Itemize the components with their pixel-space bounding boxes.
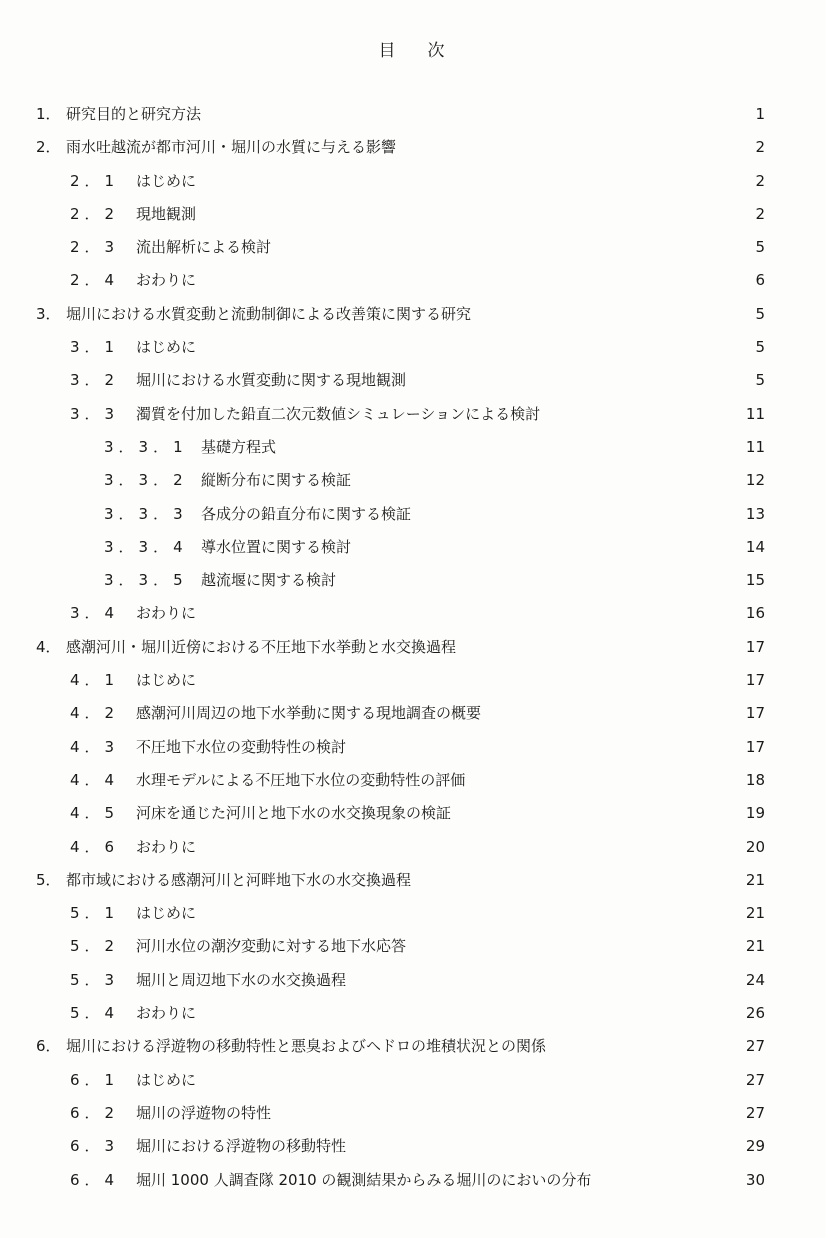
- toc-entry: [0, 533, 825, 566]
- toc-entry-number: 6．: [36, 1037, 61, 1056]
- toc-entry-title: 水理モデルによる不圧地下水位の変動特性の評価: [136, 770, 466, 789]
- toc-entry-title: はじめに: [136, 338, 197, 357]
- toc-entry-page-number: 21: [745, 937, 765, 956]
- toc-entry-number: 6．2: [70, 1103, 120, 1122]
- toc-entry: [0, 799, 825, 832]
- toc-entry-page-number: 18: [745, 770, 765, 789]
- toc-entry-number: 5．3: [70, 970, 120, 989]
- toc-entry-number: 3．3: [70, 404, 120, 423]
- toc-entry-page-number: 11: [745, 437, 765, 456]
- toc-entry: [0, 1066, 825, 1099]
- toc-entry-page-number: 13: [745, 504, 765, 523]
- toc-entry-number: 3．3．3: [104, 504, 188, 523]
- toc-entry-page-number: 11: [745, 404, 765, 423]
- toc-entry-page-number: 27: [745, 1070, 765, 1089]
- toc-entry-page-number: 21: [745, 870, 765, 889]
- toc-entry-title: おわりに: [136, 1004, 197, 1023]
- toc-entry-number: 3．4: [70, 604, 120, 623]
- toc-entry-page-number: 5: [755, 304, 765, 323]
- toc-entry-number: 5．: [36, 870, 61, 889]
- toc-entry-title: 河川水位の潮汐変動に対する地下水応答: [136, 937, 407, 956]
- toc-entry-page-number: 12: [745, 471, 765, 490]
- toc-entry-title: 感潮河川周辺の地下水挙動に関する現地調査の概要: [136, 704, 482, 723]
- toc-entry-title: 堀川における水質変動と流動制御による改善策に関する研究: [66, 304, 472, 323]
- toc-entry-title: 雨水吐越流が都市河川・堀川の水質に与える影響: [66, 138, 397, 157]
- toc-entry-title: 越流堰に関する検討: [201, 571, 337, 590]
- toc-entry-number: 4．2: [70, 704, 120, 723]
- toc-entry-title: 堀川における浮遊物の移動特性と悪臭およびヘドロの堆積状況との関係: [66, 1037, 547, 1056]
- title-char-1: 目: [378, 41, 398, 61]
- toc-entry-number: 6．4: [70, 1170, 120, 1189]
- toc-entry: [0, 233, 825, 266]
- toc-entry-page-number: 5: [755, 238, 765, 257]
- toc-entry-title: 堀川における浮遊物の移動特性: [136, 1137, 347, 1156]
- toc-entry-title: 研究目的と研究方法: [66, 105, 202, 123]
- toc-entry-page-number: 26: [745, 1004, 765, 1023]
- toc-entry: [0, 932, 825, 965]
- toc-entry: [0, 100, 825, 133]
- toc-entry: [0, 566, 825, 599]
- title-char-2: 次: [427, 41, 447, 61]
- toc-entry-number: 2．3: [70, 238, 120, 257]
- toc-entry-title: 堀川 1000 人調査隊 2010 の観測結果からみる堀川のにおいの分布: [136, 1170, 592, 1189]
- toc-entry: [0, 1132, 825, 1165]
- toc-entry: [0, 266, 825, 299]
- toc-entry: [0, 866, 825, 899]
- toc-entry-title: 流出解析による検討: [136, 238, 272, 257]
- toc-entry-number: 3．: [36, 304, 61, 323]
- toc-entry: [0, 133, 825, 166]
- toc-entry-title: 現地観測: [136, 204, 197, 223]
- toc-entry-number: 3．3．1: [104, 437, 188, 456]
- toc-entry-number: 4．5: [70, 804, 120, 823]
- toc-entry-page-number: 2: [755, 204, 765, 223]
- toc-entry-number: 5．2: [70, 937, 120, 956]
- toc-entry-page-number: 5: [755, 338, 765, 357]
- toc-entry: [0, 999, 825, 1032]
- toc-entry-title: 基礎方程式: [201, 437, 277, 456]
- toc-entry-title: 堀川における水質変動に関する現地観測: [136, 371, 407, 390]
- toc-entry: [0, 599, 825, 632]
- toc-entry-title: おわりに: [136, 604, 197, 623]
- toc-entry-number: 4．6: [70, 837, 120, 856]
- toc-entry-number: 3．3．5: [104, 571, 188, 590]
- toc-entry: [0, 433, 825, 466]
- toc-entry-title: はじめに: [136, 171, 197, 190]
- toc-entry-page-number: 17: [745, 637, 765, 656]
- toc-entry: [0, 1166, 825, 1199]
- toc-entry-page-number: 16: [745, 604, 765, 623]
- toc-entry-number: 2．2: [70, 204, 120, 223]
- toc-entry-number: 2．: [36, 138, 61, 157]
- toc-entry-number: 3．3．4: [104, 537, 188, 556]
- toc-entry: [0, 366, 825, 399]
- toc-entry-page-number: 30: [745, 1170, 765, 1189]
- toc-entry-page-number: 6: [755, 271, 765, 290]
- toc-entry-page-number: 5: [755, 371, 765, 390]
- toc-entry-page-number: 14: [745, 537, 765, 556]
- toc-entry-page-number: 27: [745, 1037, 765, 1056]
- toc-entry-page-number: 15: [745, 571, 765, 590]
- toc-entry: [0, 633, 825, 666]
- toc-entry: [0, 333, 825, 366]
- toc-entry: [0, 899, 825, 932]
- toc-entry: [0, 300, 825, 333]
- toc-entry-number: 3．3．2: [104, 471, 188, 490]
- toc-entry-number: 5．4: [70, 1004, 120, 1023]
- toc-entry-page-number: 2: [755, 138, 765, 157]
- toc-entry-page-number: 19: [745, 804, 765, 823]
- toc-entry-number: 1．: [36, 105, 61, 123]
- toc-entry-title: おわりに: [136, 837, 197, 856]
- toc-entry-title: はじめに: [136, 904, 197, 923]
- toc-entry-number: 4．1: [70, 671, 120, 690]
- toc-entry-page-number: 27: [745, 1103, 765, 1122]
- toc-entry-title: おわりに: [136, 271, 197, 290]
- toc-entry-title: 堀川の浮遊物の特性: [136, 1103, 272, 1122]
- toc-entry-title: 各成分の鉛直分布に関する検証: [201, 504, 412, 523]
- toc-entry: [0, 400, 825, 433]
- toc-entry: [0, 167, 825, 200]
- toc-entry: [0, 466, 825, 499]
- toc-entry: [0, 966, 825, 999]
- toc-entry: [0, 766, 825, 799]
- toc-entry-page-number: 17: [745, 671, 765, 690]
- toc-entry-title: 堀川と周辺地下水の水交換過程: [136, 970, 347, 989]
- toc-entry-number: 2．1: [70, 171, 120, 190]
- toc-entry-page-number: 17: [745, 737, 765, 756]
- toc-entry-page-number: 1: [755, 105, 765, 123]
- table-of-contents: [0, 100, 825, 1199]
- toc-entry-title: 河床を通じた河川と地下水の水交換現象の検証: [136, 804, 452, 823]
- toc-entry: [0, 699, 825, 732]
- toc-entry-title: 濁質を付加した鉛直二次元数値シミュレーションによる検討: [136, 404, 541, 423]
- page-title: [0, 36, 825, 61]
- toc-entry: [0, 200, 825, 233]
- toc-entry-title: 縦断分布に関する検証: [201, 471, 352, 490]
- toc-entry-number: 6．3: [70, 1137, 120, 1156]
- toc-entry-title: 感潮河川・堀川近傍における不圧地下水挙動と水交換過程: [66, 637, 457, 656]
- toc-entry: [0, 1099, 825, 1132]
- toc-entry: [0, 733, 825, 766]
- toc-entry-title: 都市域における感潮河川と河畔地下水の水交換過程: [66, 870, 412, 889]
- toc-entry-title: 導水位置に関する検討: [201, 537, 352, 556]
- toc-entry-number: 4．: [36, 637, 61, 656]
- toc-entry-page-number: 2: [755, 171, 765, 190]
- toc-entry-number: 4．3: [70, 737, 120, 756]
- toc-entry-title: はじめに: [136, 671, 197, 690]
- toc-entry-number: 4．4: [70, 770, 120, 789]
- toc-entry: [0, 500, 825, 533]
- toc-entry-page-number: 29: [745, 1137, 765, 1156]
- toc-entry-number: 6．1: [70, 1070, 120, 1089]
- toc-entry-page-number: 21: [745, 904, 765, 923]
- toc-entry-number: 3．1: [70, 338, 120, 357]
- toc-entry: [0, 666, 825, 699]
- toc-entry-page-number: 20: [745, 837, 765, 856]
- toc-entry-number: 2．4: [70, 271, 120, 290]
- toc-entry-number: 3．2: [70, 371, 120, 390]
- toc-entry: [0, 833, 825, 866]
- toc-entry-title: はじめに: [136, 1070, 197, 1089]
- toc-entry-page-number: 24: [745, 970, 765, 989]
- toc-entry: [0, 1032, 825, 1065]
- toc-entry-title: 不圧地下水位の変動特性の検討: [136, 737, 347, 756]
- toc-entry-page-number: 17: [745, 704, 765, 723]
- toc-entry-number: 5．1: [70, 904, 120, 923]
